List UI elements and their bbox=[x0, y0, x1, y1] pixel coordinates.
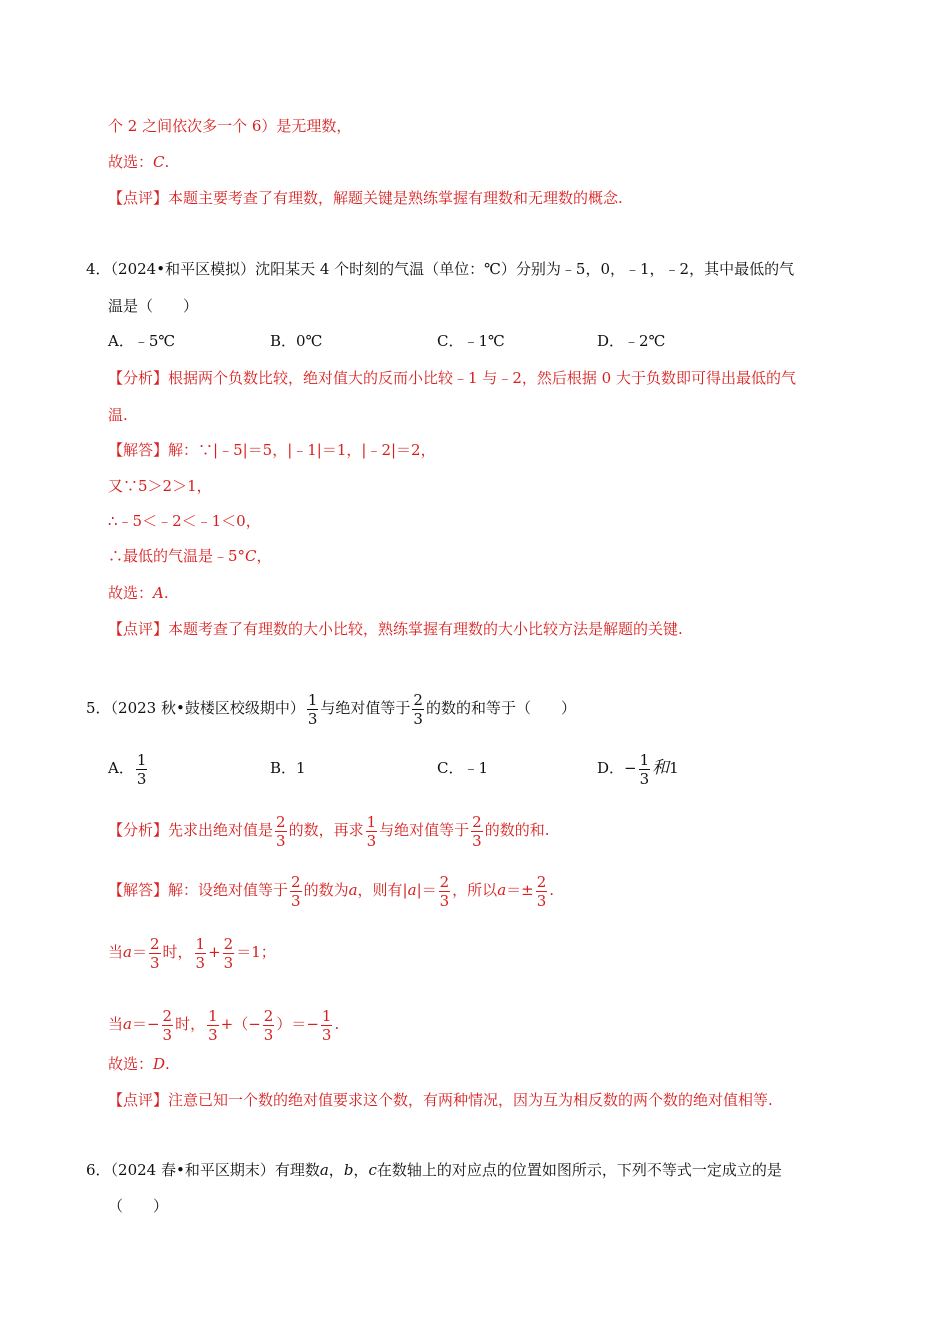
q5-option-a: A． $\frac{1}{3}$ bbox=[108, 750, 147, 788]
q5-option-d: D．− $\frac{1}{3}$ 和1 bbox=[597, 750, 679, 788]
q4-number: 4．（2024•和平区模拟）沈阳某天 4 个时刻的气温（单位：℃）分别为﹣5，0，﹣1，﹣2，其中最低的气 bbox=[86, 260, 795, 278]
q4-answer: 故选：A. bbox=[108, 584, 169, 602]
q4-solution-line4: ∴最低的气温是﹣5°C， bbox=[108, 547, 272, 565]
q5-option-c: C．﹣1 bbox=[437, 759, 489, 777]
q3-comment: 【点评】本题主要考查了有理数，解题关键是熟练掌握有理数和无理数的概念. bbox=[108, 189, 623, 207]
q5-case-negative: 当a＝− $\frac{2}{3}$ 时， $\frac{1}{3}$ +（− $\frac{2}{3}$ ）＝− $\frac{1}{3}$ . bbox=[108, 1006, 340, 1044]
q5-answer: 故选：D. bbox=[108, 1055, 170, 1073]
q5-analysis: 【分析】先求出绝对值是 $\frac{2}{3}$ 的数，再求 $\frac{1}{3}$ 与绝对值等于 $\frac{2}{3}$ 的数的和. bbox=[108, 812, 550, 850]
q4-option-c: C．﹣1℃ bbox=[437, 332, 505, 350]
q4-solution-line2: 又∵5＞2＞1， bbox=[108, 477, 212, 495]
q5-comment: 【点评】注意已知一个数的绝对值要求这个数，有两种情况，因为互为相反数的两个数的绝对值相等. bbox=[108, 1091, 773, 1109]
q5-option-b: B．1 bbox=[270, 759, 306, 777]
q4-option-a: A．﹣5℃ bbox=[108, 332, 176, 350]
q5-solution: 【解答】解：设绝对值等于 $\frac{2}{3}$ 的数为a，则有|a|＝ $\frac{2}{3}$ ，所以a＝± $\frac{2}{3}$ . bbox=[108, 872, 555, 910]
q3-explanation-tail: 个 2 之间依次多一个 6）是无理数， bbox=[108, 117, 352, 135]
q3-answer: 故选：C. bbox=[108, 153, 170, 171]
q6-stem-line2: （ ） bbox=[108, 1197, 169, 1215]
q4-option-b: B．0℃ bbox=[270, 332, 323, 350]
q4-solution-line3: ∴﹣5＜﹣2＜﹣1＜0， bbox=[108, 512, 261, 530]
q5-frac-one-third: $\frac{1}{3}$ bbox=[307, 690, 318, 728]
q6-stem: 6．（2024 春•和平区期末）有理数a，b，c在数轴上的对应点的位置如图所示，下列不等式一定成立的是 bbox=[86, 1161, 782, 1179]
q4-comment: 【点评】本题考查了有理数的大小比较，熟练掌握有理数的大小比较方法是解题的关键. bbox=[108, 620, 683, 638]
q4-stem-line2: 温是（ ） bbox=[108, 297, 199, 315]
q4-analysis-line2: 温. bbox=[108, 406, 128, 424]
q5-stem: 5．（2023 秋•鼓楼区校级期中） $\frac{1}{3}$ 与绝对值等于 $\frac{2}{3}$ 的数的和等于（ ） bbox=[86, 690, 576, 728]
q4-solution: 【解答】解：∵|﹣5|＝5，|﹣1|＝1，|﹣2|＝2， bbox=[108, 441, 436, 459]
q4-analysis: 【分析】根据两个负数比较，绝对值大的反而小比较﹣1 与﹣2，然后根据 0 大于负数即可得出最低的气 bbox=[108, 369, 796, 387]
q5-frac-two-thirds: $\frac{2}{3}$ bbox=[413, 690, 423, 728]
q4-option-d: D．﹣2℃ bbox=[597, 332, 666, 350]
q5-case-positive: 当a＝ $\frac{2}{3}$ 时， $\frac{1}{3}$ + $\frac{2}{3}$ ＝1； bbox=[108, 934, 276, 972]
